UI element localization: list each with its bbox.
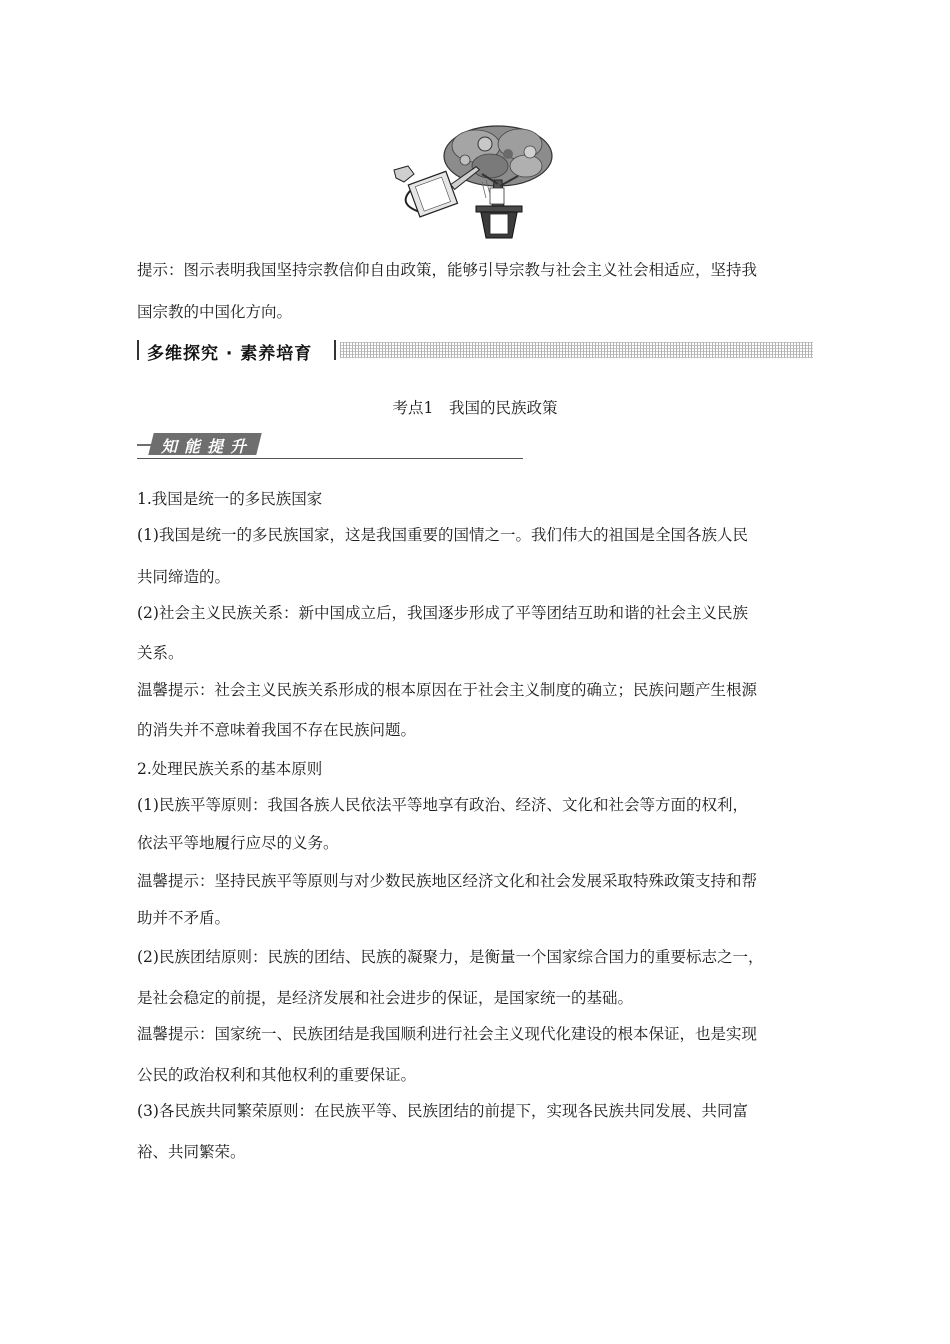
banner-divider (334, 340, 336, 360)
body-line: 2.处理民族关系的基本原则 (137, 760, 323, 778)
body-line: (3)各民族共同繁荣原则：在民族平等、民族团结的前提下，实现各民族共同发展、共同富 (137, 1102, 748, 1120)
body-line: 是社会稳定的前提，是经济发展和社会进步的保证，是国家统一的基础。 (137, 989, 634, 1007)
body-line: 关系。 (137, 644, 184, 662)
topic-heading: 考点1 我国的民族政策 (392, 399, 558, 417)
body-line: (1)民族平等原则：我国各族人民依法平等地享有政治、经济、文化和社会等方面的权利， (137, 796, 748, 814)
banner-divider (137, 340, 139, 360)
knowledge-tab (137, 431, 523, 461)
body-line: 依法平等地履行应尽的义务。 (137, 834, 339, 852)
hint-line-2: 国宗教的中国化方向。 (137, 303, 293, 321)
section-title: 多维探究 · 素养培育 (147, 344, 313, 364)
body-line: 裕、共同繁荣。 (137, 1143, 246, 1161)
body-line: 的消失并不意味着我国不存在民族问题。 (137, 721, 417, 739)
body-line: 公民的政治权利和其他权利的重要保证。 (137, 1066, 417, 1084)
body-line: (2)社会主义民族关系：新中国成立后，我国逐步形成了平等团结互助和谐的社会主义民族 (137, 604, 748, 622)
body-line: 助并不矛盾。 (137, 909, 231, 927)
hint-line-1: 提示：图示表明我国坚持宗教信仰自由政策，能够引导宗教与社会主义社会相适应，坚持我 (137, 261, 758, 279)
tree-watering-can-illustration (390, 122, 570, 244)
body-line: 共同缔造的。 (137, 568, 231, 586)
tab-label: 知能提升 (161, 437, 254, 456)
body-line: (1)我国是统一的多民族国家，这是我国重要的国情之一。我们伟大的祖国是全国各族人民 (137, 526, 748, 544)
tab-underline (137, 458, 523, 459)
body-line: 温馨提示：社会主义民族关系形成的根本原因在于社会主义制度的确立；民族问题产生根源 (137, 681, 758, 699)
banner-dotted-fill (340, 342, 813, 358)
body-line: 温馨提示：国家统一、民族团结是我国顺利进行社会主义现代化建设的根本保证，也是实现 (137, 1025, 758, 1043)
body-line: 1.我国是统一的多民族国家 (137, 490, 323, 508)
body-line: 温馨提示：坚持民族平等原则与对少数民族地区经济文化和社会发展采取特殊政策支持和帮 (137, 872, 758, 890)
section-banner (137, 338, 813, 362)
body-line: (2)民族团结原则：民族的团结、民族的凝聚力，是衡量一个国家综合国力的重要标志之一， (137, 948, 764, 966)
